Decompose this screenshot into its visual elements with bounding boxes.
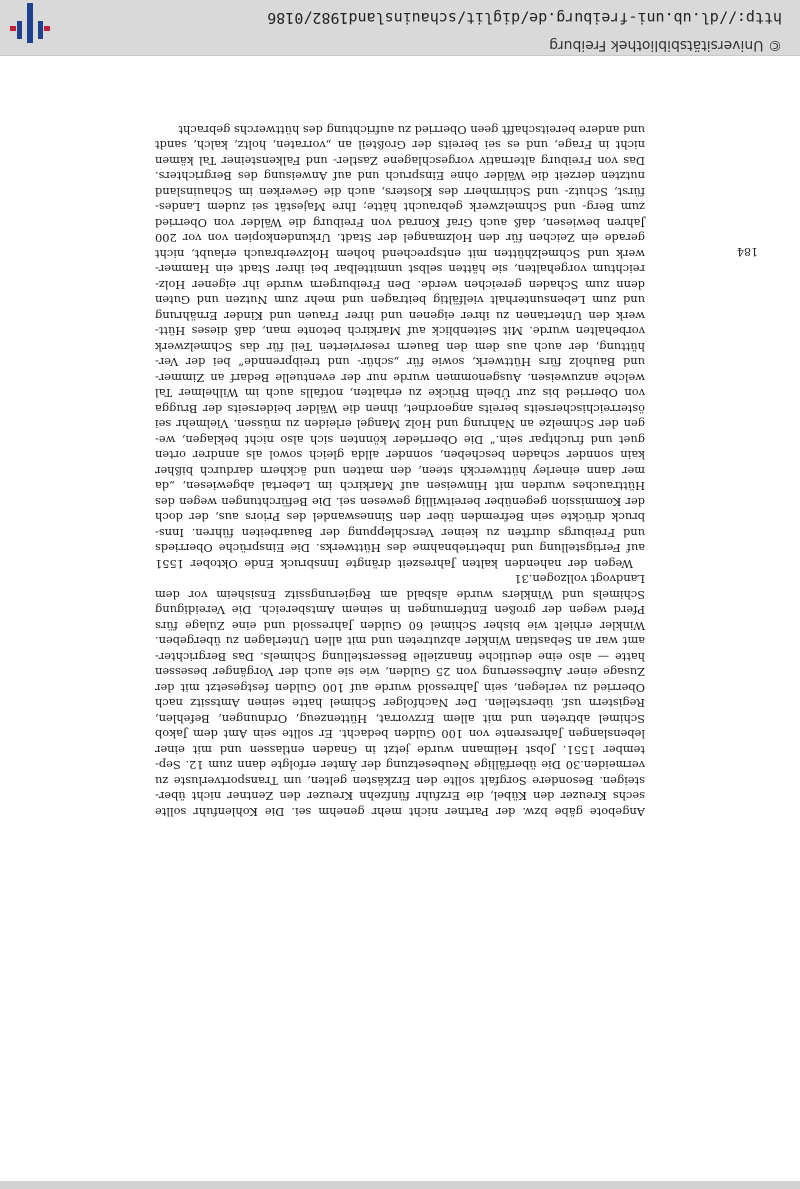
text-line: werk den Untertanen zu ihrer eigenen und ihrer Frauen und Kinder Ernährung — [155, 309, 645, 323]
text-line: Wegen der nahenden kalten Jahreszeit drängte Innsbruck Ende Oktober 1551 — [155, 557, 633, 571]
text-line: mer dann einerley hüttwerckh steen, den matten und äckhern dardurch bißher — [155, 464, 645, 478]
bottom-strip — [0, 1181, 800, 1189]
text-line: nutzten derzeit die Wälder ohne Einspruch und auf Anweisung des Bergrichters. — [155, 169, 645, 184]
text-line: österreichischerseits bereits angeordnet, ihnen die Wälder beiderseits der Brugga — [155, 402, 645, 416]
text-line: Oberried zu verlegen, sein Jahressold wurde auf 100 Gulden festgesetzt mit der — [155, 681, 645, 695]
text-line: Zusage einer Aufbesserung von 25 Gulden, wie sie auch der Vorgänger besessen — [155, 665, 645, 680]
text-line: und zum Lebensunterhalt vielfältig beitragen und mehr zum Nutzen und Guten — [155, 293, 645, 308]
text-line: Schimels und Winklers wurde alsbald am Regierungssitz Ensisheim vor dem — [155, 588, 645, 602]
text-line: vorbehalten wurde. Mit Seitenblick auf Markirch betonte man, daß dieses Hütt- — [155, 324, 645, 339]
text-line: werk und Schmelzhütten mit entsprechend hohem Holzverbrauch erlaubt, nicht — [155, 247, 645, 261]
text-line: guet und fruchtpar sein.“ Die Oberrieder könnten sich also nicht beklagen, we- — [155, 433, 645, 447]
library-banner — [0, 0, 800, 56]
ub-freiburg-logo-icon — [10, 3, 50, 43]
text-line: und Bauholz fürs Hüttwerk, sowie für „schür- und treibprennde“ bei der Ver- — [155, 355, 645, 370]
text-line: Das von Freiburg alternativ vorgeschlagene Zastler- und Falkensteiner Tal kämen — [155, 154, 645, 168]
text-line: denn zum Schaden gereichen werde. Den Freiburgern wurde ihr eigener Holz- — [155, 278, 645, 292]
text-line: amt war an Sebastian Winkler abzutreten und mit allen Unterlagen zu übergeben. — [155, 634, 645, 649]
text-line: tember 1551. Jobst Heilmann wurde jetzt in Gnaden entlassen und mit einer — [155, 743, 645, 757]
text-line: Jahren bewiesen, daß auch Graf Konrad von Freiburg die Wälder von Oberried — [155, 216, 645, 230]
text-line: vermeiden.30 Die überfällige Neubesetzung der Ämter erfolgte dann zum 12. Sep- — [155, 758, 645, 773]
text-line: reichtum vorgehalten, sie hätten selbst unmittelbar bei ihrer Stadt ein Hammer- — [155, 262, 645, 277]
body-text — [155, 122, 645, 820]
text-line: Hüttrauches wurden mit Hinweisen auf Markirch im Lebertal abgewiesen, „da — [155, 479, 645, 494]
text-line: Winkler erhielt wie bisher Schimel 60 Gulden Jahressold und eine Zulage fürs — [155, 619, 645, 633]
text-line: nicht in Frage, und es sei bereits der Großteil an „vorraten, holtz, kalch, sandt — [155, 138, 645, 153]
text-line: Pferd wegen der großen Entfernungen in seinem Amtsbereich. Die Vereidigung — [155, 603, 645, 618]
text-line: lebenslangen Jahresrente von 100 Gulden bedacht. Er sollte sein Amt dem Jakob — [155, 727, 645, 742]
permalink-url[interactable]: http://dl.ub.uni-freiburg.de/diglit/schauinsland1982/0186 — [267, 9, 782, 27]
text-line: von Oberried bis zur Übeln Brücke zu erhalten, notfalls auch im Wilhelmer Tal — [155, 386, 645, 401]
text-line: bruck drückte sein Befremden über den Sinneswandel des Priors aus, der doch — [155, 510, 645, 525]
copyright-notice: © Universitätsbibliothek Freiburg — [549, 37, 782, 53]
text-line: gen der Schmelze an Nahrung und Holz Mangel erleiden zu müssen. Vielmehr sei — [155, 417, 645, 432]
text-line: steigen. Besondere Sorgfalt sollte den Erzkästen gelten, um Transportverluste zu — [155, 774, 645, 788]
text-line: Angebote gäbe bzw. der Partner nicht mehr genehm sei. Die Kohlenfuhr sollte — [155, 805, 645, 819]
text-line: Landvogt vollzogen.31 — [514, 572, 645, 587]
text-line: gerade ein Zeichen für den Holzmangel der Stadt. Urkundenkopien von vor 200 — [155, 231, 645, 246]
text-line: sechs Kreuzer den Kübel, die Erzfuhr fünfzehn Kreuzer den Zentner nicht über- — [155, 789, 645, 804]
text-line: und Freiburgs durften zu keiner Verschleppung der Bauarbeiten führen. Inns- — [155, 526, 645, 540]
text-line: Registern usf. überstellen. Der Nachfolger Schimel hatte seinen Amtssitz nach — [155, 696, 645, 711]
text-line: auf Fertigstellung und Inbetriebnahme des Hüttwerks. Die Einsprüche Oberrieds — [155, 541, 645, 556]
text-line: fürst, Schutz- und Schirmherr des Klosters, auch die Gewerken im Schauinsland — [155, 185, 645, 199]
text-line: kain sonnder schaden bescheben, sonnder allda gleich sowol als anndrer orten — [155, 448, 645, 463]
text-line: Schimel abtreten und mit allem Erzvorrat, Hüttenzeug, Ordnungen, Befehlen, — [155, 712, 645, 726]
text-line: zum Berg- und Schmelzwerk gebraucht hätte; Ihre Majestät sei zudem Landes- — [155, 200, 645, 215]
text-line: hatte — also eine deutliche finanzielle Besserstellung Schimels. Das Bergrichter- — [155, 650, 645, 664]
text-line: welche anzuweisen. Ausgenommen wurde nur der eventuelle Bedarf an Zimmer- — [155, 371, 645, 385]
text-line: hüttung, der auch aus dem den Bauern reservierten Teil für das Schmelzwerk — [155, 340, 645, 354]
text-line: der Kommission gegenüber bereitwillig gewesen sei. Die Befürchtungen wegen des — [155, 495, 645, 509]
page-number: 184 — [737, 245, 758, 258]
text-line: und andere bereitschafft geen Oberried zu aufrichtung des hüttwerchs gebracht — [178, 123, 645, 137]
